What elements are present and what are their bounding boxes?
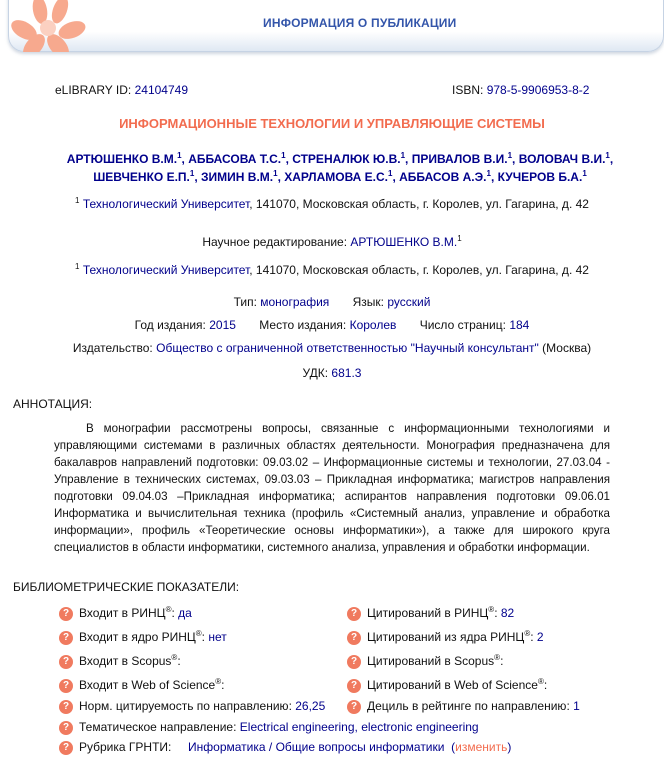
grnti-separator: / xyxy=(265,740,276,754)
metric-row xyxy=(59,678,224,693)
udk-value: 681.3 xyxy=(331,366,362,380)
registered-mark: ® xyxy=(524,629,531,638)
publisher-row xyxy=(0,341,664,355)
editor-row xyxy=(0,235,664,249)
metric-label: Цитирований из ядра РИНЦ xyxy=(367,630,525,644)
isbn xyxy=(452,83,589,97)
isbn-value: 978-5-9906953-8-2 xyxy=(486,83,590,97)
question-circle-icon[interactable]: ? xyxy=(59,700,73,714)
author-sup: 1 xyxy=(400,151,406,160)
thematic-row xyxy=(59,720,479,735)
metric-separator: : xyxy=(171,606,179,620)
grnti-link-1[interactable]: Информатика xyxy=(188,740,266,754)
biblio-heading: БИБЛИОМЕТРИЧЕСКИЕ ПОКАЗАТЕЛИ: xyxy=(13,580,240,594)
grnti-row xyxy=(59,740,511,755)
metric-row xyxy=(59,630,227,645)
registered-mark: ® xyxy=(537,677,544,686)
author-sup: 1 xyxy=(486,169,491,178)
metric-separator: : xyxy=(221,678,225,692)
author-link[interactable]: ПРИВАЛОВ В.И. xyxy=(411,152,508,166)
affiliation-sup: 1 xyxy=(75,196,80,205)
question-circle-icon[interactable]: ? xyxy=(59,631,73,645)
page-header xyxy=(0,0,664,60)
question-circle-icon[interactable]: ? xyxy=(59,679,73,693)
year-value: 2015 xyxy=(209,318,236,332)
metric-value: 26,25 xyxy=(295,699,326,713)
author-link[interactable]: АББАСОВА Т.С. xyxy=(188,152,282,166)
udk-row xyxy=(0,366,664,380)
author-link[interactable]: ВОЛОВАЧ В.И. xyxy=(518,152,606,166)
annotation-heading: АННОТАЦИЯ: xyxy=(13,397,93,411)
pages-value: 184 xyxy=(509,318,530,332)
metric-row xyxy=(59,654,181,669)
metric-value: 1 xyxy=(573,699,580,713)
question-circle-icon[interactable]: ? xyxy=(347,655,361,669)
publisher-city: (Москва) xyxy=(542,341,592,355)
question-circle-icon[interactable]: ? xyxy=(347,679,361,693)
metric-label: Входит в Web of Science xyxy=(79,678,216,692)
language-value: русский xyxy=(387,295,431,309)
author-sup: 1 xyxy=(177,151,182,160)
affiliation-org-link[interactable]: Технологический Университет xyxy=(82,197,250,211)
year-place-pages-row xyxy=(0,318,664,332)
metric-label: Цитирований в РИНЦ xyxy=(367,606,489,620)
type-value: монография xyxy=(260,295,330,309)
metric-value: 82 xyxy=(500,606,515,620)
authors-list: АРТЮШЕНКО В.М.$^1$, АББАСОВА Т.С.$^1$, СТРЕНАЛЮК Ю.В.$^1$, ПРИВАЛОВ В.И.$^1$, ВОЛОВАЧ В.И.$^1$, ШЕВЧЕНКО Е.П.$^1$, ЗИМИН В.М.$^1$, ХАРЛАМОВА Е.С.$^1$, АББАСОВ А.Э.$^1$, КУЧЕРОВ Б.А.$^1$ xyxy=(66,151,614,184)
grnti-change-link[interactable]: изменить xyxy=(455,740,508,754)
metric-label: Норм. цитируемость по направлению xyxy=(79,699,289,713)
grnti-link-2[interactable]: Общие вопросы информатики xyxy=(275,740,445,754)
flower-logo xyxy=(10,0,106,52)
registered-mark: ® xyxy=(195,629,202,638)
thematic-value: Electrical engineering, electronic engineering xyxy=(239,720,479,734)
author-sup: 1 xyxy=(281,151,286,160)
metric-row xyxy=(347,630,544,645)
metric-row xyxy=(347,699,580,714)
author-sup: 1 xyxy=(605,151,610,160)
publisher-link[interactable]: Общество с ограниченной ответственностью "Научный консультант" xyxy=(156,341,539,355)
metric-separator: : xyxy=(288,699,296,713)
registered-mark: ® xyxy=(165,605,172,614)
question-circle-icon[interactable]: ? xyxy=(59,607,73,621)
metric-label: Дециль в рейтинге по направлению xyxy=(367,699,567,713)
annotation-text xyxy=(54,420,610,556)
author-link[interactable]: СТРЕНАЛЮК Ю.В. xyxy=(292,152,401,166)
udk-label: УДК: xyxy=(302,366,329,380)
thematic-label: Тематическое направление: xyxy=(79,720,237,734)
question-circle-icon[interactable]: ? xyxy=(347,631,361,645)
author-sup: 1 xyxy=(189,169,195,178)
elibrary-id xyxy=(55,83,188,97)
registered-mark: ® xyxy=(488,605,495,614)
pages-label: Число страниц: xyxy=(419,318,506,332)
metric-separator: : xyxy=(530,630,537,644)
metric-row xyxy=(347,654,503,669)
grnti-label: Рубрика ГРНТИ: xyxy=(79,740,172,754)
metric-row xyxy=(59,699,325,714)
question-circle-icon[interactable]: ? xyxy=(59,721,73,735)
metric-separator: : xyxy=(500,654,504,668)
author-sup: 1 xyxy=(387,169,393,178)
metric-value: да xyxy=(178,606,192,620)
place-label: Место издания: xyxy=(259,318,347,332)
editor-affiliation-address: , 141070, Московская область, г. Королев, ул. Гагарина, д. 42 xyxy=(249,263,589,277)
author-link[interactable]: ШЕВЧЕНКО Е.П. xyxy=(93,170,190,184)
editor-affiliation-sup: 1 xyxy=(75,262,80,271)
editor-affiliation xyxy=(0,263,664,277)
elibrary-id-label: eLIBRARY ID: xyxy=(55,83,132,97)
registered-mark: ® xyxy=(171,653,178,662)
registered-mark: ® xyxy=(494,653,501,662)
question-circle-icon[interactable]: ? xyxy=(347,607,361,621)
metric-label: Цитирований в Web of Science xyxy=(367,678,538,692)
editor-affiliation-org-link[interactable]: Технологический Университет xyxy=(82,263,250,277)
question-circle-icon[interactable]: ? xyxy=(347,700,361,714)
place-value: Королев xyxy=(349,318,397,332)
grnti-paren-open: ( xyxy=(451,740,456,754)
editor-sup: 1 xyxy=(457,234,462,243)
author-link[interactable]: АРТЮШЕНКО В.М. xyxy=(66,152,178,166)
type-label: Тип: xyxy=(233,295,257,309)
metric-label: Входит в РИНЦ xyxy=(79,606,166,620)
metric-label: Цитирований в Scopus xyxy=(367,654,495,668)
type-language-row xyxy=(0,295,664,309)
affiliation-address: , 141070, Московская область, г. Королев, ул. Гагарина, д. 42 xyxy=(249,197,589,211)
author-link[interactable]: ХАРЛАМОВА Е.С. xyxy=(284,170,388,184)
question-circle-icon[interactable]: ? xyxy=(59,655,73,669)
grnti-paren-close: ) xyxy=(507,740,512,754)
author-sup: 1 xyxy=(273,169,278,178)
metric-label: Входит в ядро РИНЦ xyxy=(79,630,196,644)
editor-link[interactable]: АРТЮШЕНКО В.М. xyxy=(350,235,458,249)
author-sup: 1 xyxy=(582,169,587,178)
metric-separator: : xyxy=(494,606,501,620)
publisher-label: Издательство: xyxy=(72,341,153,355)
elibrary-id-link[interactable]: 24104749 xyxy=(134,83,188,97)
author-link[interactable]: АББАСОВ А.Э. xyxy=(399,170,487,184)
metric-separator: : xyxy=(566,699,574,713)
isbn-label: ISBN: xyxy=(452,83,484,97)
registered-mark: ® xyxy=(215,677,222,686)
page-title: ИНФОРМАЦИЯ О ПУБЛИКАЦИИ xyxy=(263,16,457,30)
metric-separator: : xyxy=(177,654,181,668)
author-sup: 1 xyxy=(507,151,513,160)
year-label: Год издания: xyxy=(134,318,206,332)
language-label: Язык: xyxy=(352,295,385,309)
author-link[interactable]: КУЧЕРОВ Б.А. xyxy=(497,170,583,184)
publication-title: ИНФОРМАЦИОННЫЕ ТЕХНОЛОГИИ И УПРАВЛЯЮЩИЕ СИСТЕМЫ xyxy=(119,116,545,131)
question-circle-icon[interactable]: ? xyxy=(59,741,73,755)
metric-value: нет xyxy=(208,630,227,644)
affiliation xyxy=(0,197,664,211)
metric-row xyxy=(347,678,547,693)
metric-separator: : xyxy=(543,678,548,692)
editor-label: Научное редактирование: xyxy=(202,235,348,249)
metric-separator: : xyxy=(201,630,209,644)
metric-value: 2 xyxy=(536,630,544,644)
annotation-body: В монографии рассмотрены вопросы, связанные с информационными технологиями и управляющими системами в различных областях деятельности. Монография предназначена для бакалавров направлений подготовки: 09.03.02 – Информационные системы и технологии, 27.03.04 - Управление в технических системах, 09.03.03 – Прикладная информатика; магистров направления подготовки 09.04.03 –Прикладная информатика; аспирантов направления подготовки 09.06.01 Информатика и вычислительная техника (профиль «Системный анализ, управление и обработка информации», профиль «Теоретические основы информатики»), а также для широкого круга специалистов в области информатики, системного анализа, управления и обработки информации. xyxy=(54,422,610,554)
metric-label: Входит в Scopus xyxy=(79,654,172,668)
metric-row xyxy=(347,606,514,621)
author-link[interactable]: ЗИМИН В.М. xyxy=(201,170,274,184)
metric-row xyxy=(59,606,192,621)
